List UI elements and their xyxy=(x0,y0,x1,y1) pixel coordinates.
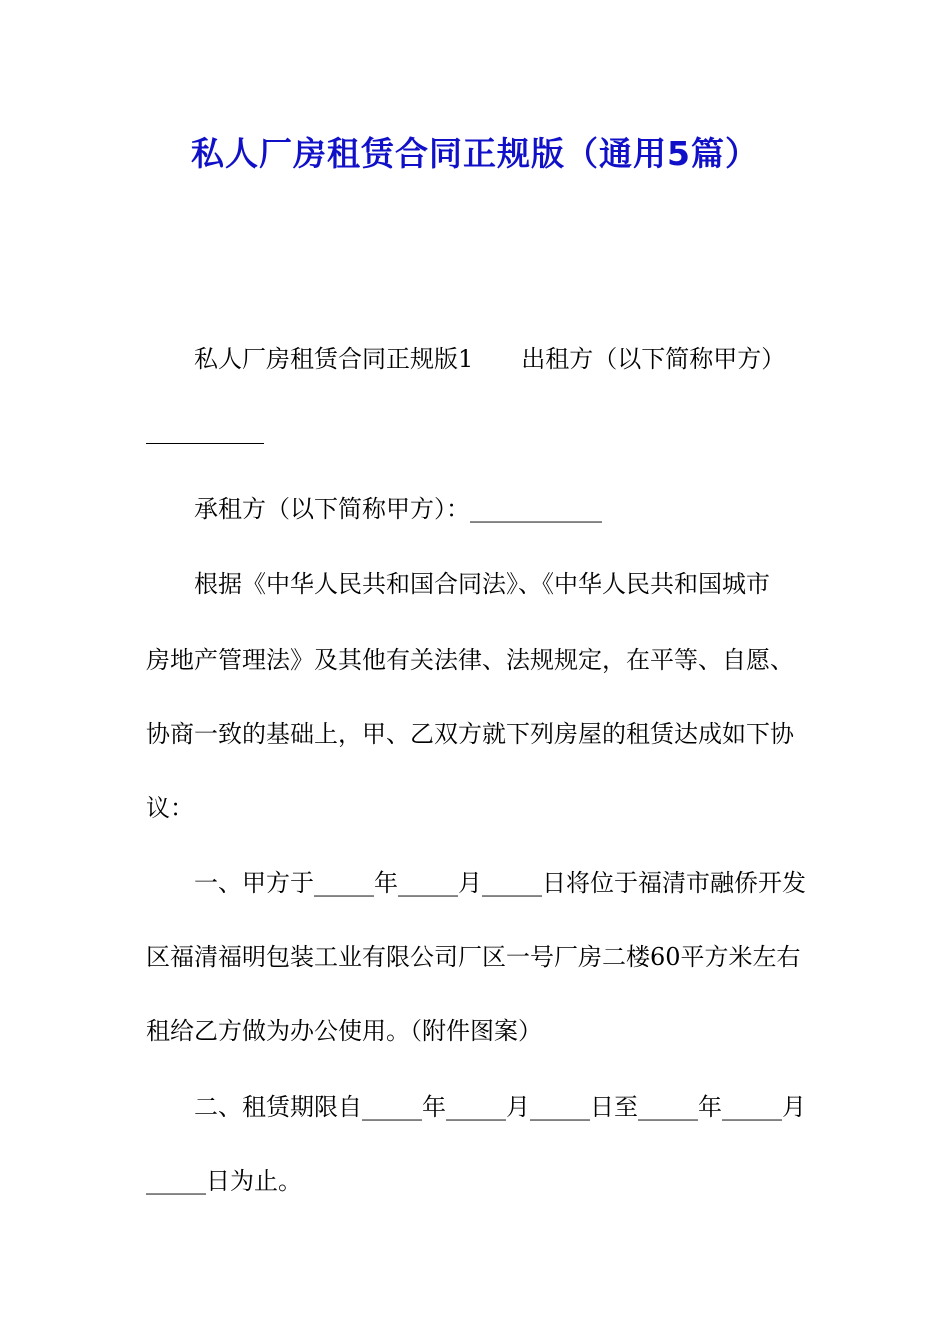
lessee-line: 承租方（以下简称甲方）：___________ xyxy=(194,495,602,523)
section-heading-line: 私人厂房租赁合同正规版1 出租方（以下简称甲方） xyxy=(194,345,786,373)
paragraph-line: 议： xyxy=(146,794,194,822)
clause-two-line: 二、租赁期限自_____年_____月_____日至_____年_____月 xyxy=(194,1093,806,1121)
clause-one-line: 一、甲方于_____年_____月_____日将位于福清市融侨开发 xyxy=(194,869,806,897)
paragraph-line: 协商一致的基础上，甲、乙双方就下列房屋的租赁达成如下协 xyxy=(146,720,794,748)
blank-underline xyxy=(146,443,264,444)
clause-one-line: 租给乙方做为办公使用。（附件图案） xyxy=(146,1017,542,1045)
clause-two-line: _____日为止。 xyxy=(146,1167,302,1195)
clause-one-line: 区福清福明包装工业有限公司厂区一号厂房二楼60平方米左右 xyxy=(146,943,801,971)
paragraph-line: 根据《中华人民共和国合同法》、《中华人民共和国城市 xyxy=(194,570,770,598)
document-title: 私人厂房租赁合同正规版（通用5篇） xyxy=(191,134,759,173)
paragraph-line: 房地产管理法》及其他有关法律、法规规定，在平等、自愿、 xyxy=(146,646,794,674)
